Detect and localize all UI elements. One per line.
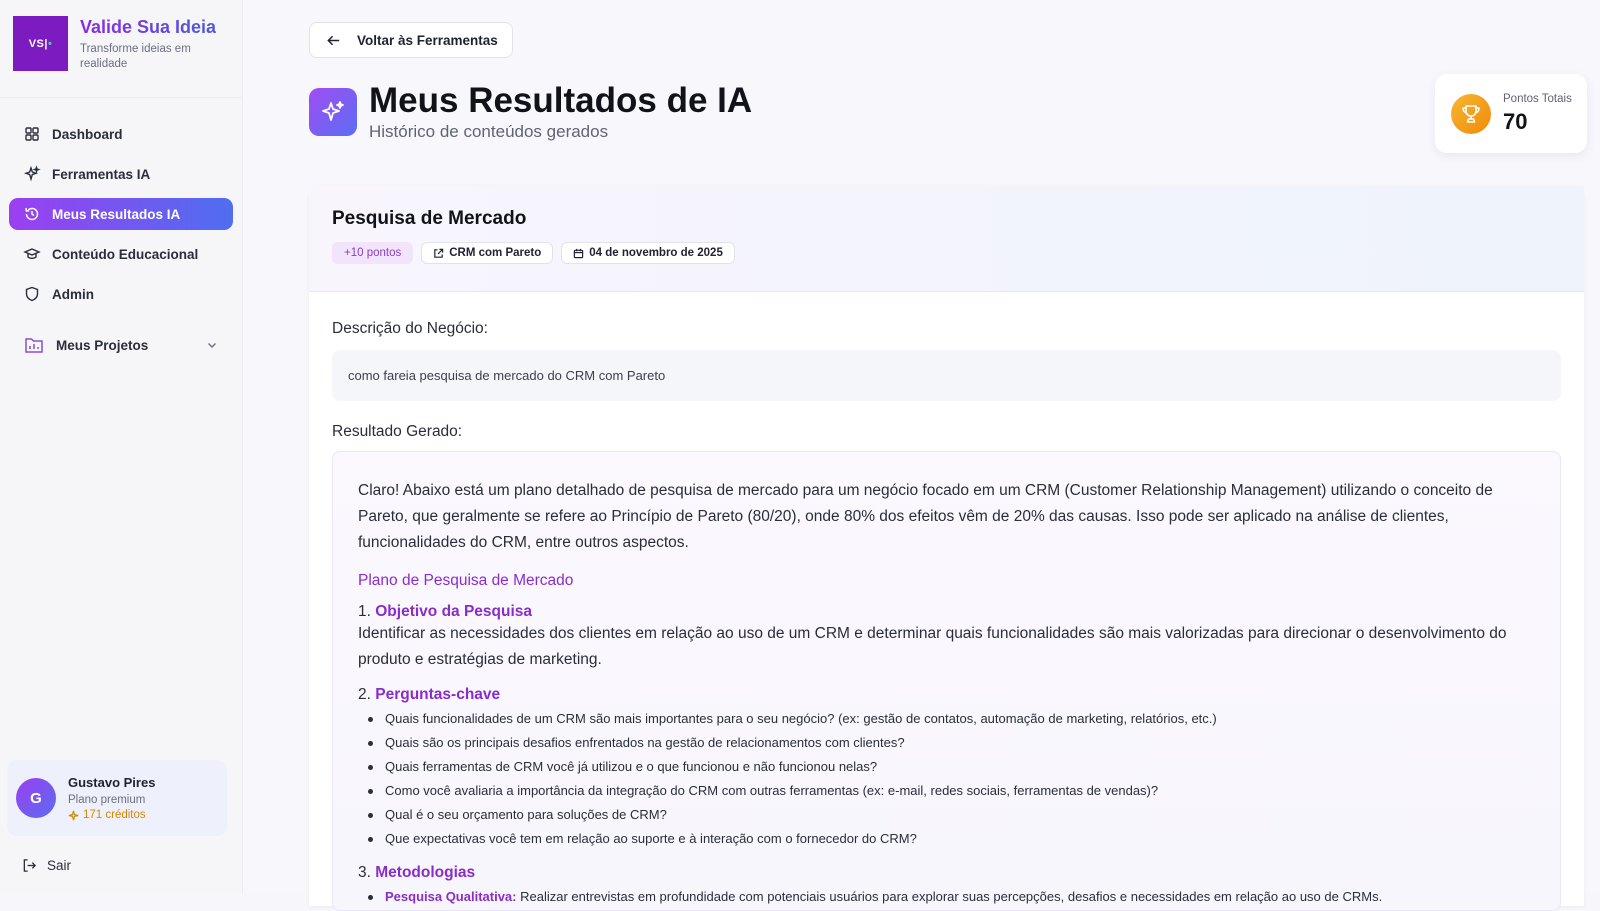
list-item: Quais funcionalidades de um CRM são mais importantes para o seu negócio? (ex: gestão de contatos, automação de marketing, relatórios, etc.)	[358, 707, 1535, 731]
section-title: Perguntas-chave	[375, 686, 501, 703]
sidebar-item-ferramentas[interactable]	[9, 158, 233, 190]
coins-icon	[68, 810, 79, 821]
result-title: Pesquisa de Mercado	[332, 208, 527, 229]
arrow-left-icon	[326, 33, 341, 48]
chevron-down-icon	[206, 339, 218, 351]
date-badge-label: 04 de novembro de 2025	[589, 247, 723, 259]
list-item	[358, 885, 1535, 909]
sidebar-item-label: Conteúdo Educacional	[52, 246, 199, 262]
external-link-icon	[433, 248, 444, 259]
calendar-icon	[573, 248, 584, 259]
brand	[0, 0, 242, 98]
sidebar-nav	[0, 98, 242, 362]
page-title: Meus Resultados de IA	[369, 81, 753, 120]
avatar: G	[16, 778, 56, 818]
points-badge: +10 pontos	[332, 242, 413, 264]
list-item: Quais ferramentas de CRM você já utilizou e o que funcionou e não funcionou nelas?	[358, 755, 1535, 779]
project-badge-label: CRM com Pareto	[449, 247, 542, 259]
page-header	[309, 82, 752, 142]
section-body: Identificar as necessidades dos clientes em relação ao uso de um CRM e determinar quais funcionalidades são mais valorizadas para direcionar o desenvolvimento do produto e estratégias de marketing.	[358, 625, 1507, 668]
points-card	[1435, 74, 1587, 153]
project-badge[interactable]	[421, 242, 553, 264]
user-card[interactable]	[7, 760, 227, 836]
result-card-header	[309, 186, 1584, 292]
section-number: 3.	[358, 864, 371, 881]
description-text: como fareia pesquisa de mercado do CRM com Pareto	[348, 368, 666, 383]
logout-button[interactable]	[22, 858, 71, 873]
description-box	[332, 350, 1561, 401]
user-plan: Plano premium	[68, 794, 146, 806]
sidebar-item-dashboard[interactable]	[9, 118, 233, 150]
page-subtitle: Histórico de conteúdos gerados	[369, 122, 609, 141]
sidebar-item-label: Ferramentas IA	[52, 166, 151, 182]
header-icon	[309, 88, 357, 136]
back-button-label: Voltar às Ferramentas	[357, 32, 498, 48]
user-credits	[68, 809, 155, 821]
description-label: Descrição do Negócio:	[332, 320, 488, 337]
date-badge	[561, 242, 735, 264]
methodologies-list	[358, 885, 1535, 909]
list-item: Que expectativas você tem em relação ao suporte e à interação com o fornecedor do CRM?	[358, 827, 1535, 851]
sparkles-icon	[320, 99, 346, 125]
logo-dot-icon: •	[47, 37, 53, 50]
section-title: Objetivo da Pesquisa	[375, 603, 533, 620]
list-item: Quais são os principais desafios enfrentados na gestão de relacionamentos com clientes?	[358, 731, 1535, 755]
brand-logo[interactable]	[13, 16, 68, 71]
list-item-text: Realizar entrevistas em profundidade com potenciais usuários para explorar suas percepções, desafios e necessidades em relação ao uso de CRMs.	[516, 889, 1383, 904]
sidebar-item-label: Admin	[52, 286, 94, 302]
brand-title[interactable]: Valide Sua Ideia	[80, 17, 217, 37]
sidebar-item-resultados[interactable]	[9, 198, 233, 230]
result-card	[309, 186, 1584, 906]
section-heading	[358, 603, 1535, 621]
sidebar	[0, 0, 243, 894]
grid-icon	[24, 126, 40, 142]
logout-label: Sair	[47, 858, 72, 873]
back-to-tools-button[interactable]	[309, 22, 513, 58]
logout-icon	[22, 858, 37, 873]
list-item-key: Pesquisa Qualitativa:	[385, 889, 517, 904]
graduation-cap-icon	[24, 246, 40, 262]
generated-result-box	[332, 451, 1561, 911]
main-content	[243, 0, 1600, 904]
sidebar-item-educacional[interactable]	[9, 238, 233, 270]
section-title: Metodologias	[375, 864, 476, 881]
credits-value: 171 créditos	[83, 809, 146, 821]
points-value: 70	[1503, 108, 1528, 134]
result-intro: Claro! Abaixo está um plano detalhado de pesquisa de mercado para um negócio focado em um CRM (Customer Relationship Management) utilizando o conceito de Pareto, que geralmente se refere ao Princípio de Pareto (80/20), onde 80% dos efeitos vêm de 20% das causas. Isso pode ser aplicado na análise de clientes, funcionalidades do CRM, entre outros aspectos.	[358, 482, 1493, 551]
sidebar-item-label: Dashboard	[52, 126, 123, 142]
result-card-body	[309, 292, 1584, 911]
projects-label: Meus Projetos	[56, 337, 149, 353]
section-heading	[358, 686, 1535, 704]
list-item: Como você avaliaria a importância da integração do CRM com outras ferramentas (ex: e-mail, redes sociais, ferramentas de vendas)?	[358, 779, 1535, 803]
section-heading	[358, 864, 1535, 882]
brand-subtitle: Transforme ideias em realidade	[80, 43, 191, 70]
points-label: Pontos Totais	[1503, 92, 1572, 105]
section-number: 1.	[358, 603, 371, 620]
section-number: 2.	[358, 686, 371, 703]
folder-icon	[24, 336, 44, 354]
sidebar-projects-toggle[interactable]	[9, 328, 233, 362]
sparkles-icon	[24, 166, 40, 182]
trophy-icon	[1451, 94, 1491, 134]
plan-title: Plano de Pesquisa de Mercado	[358, 572, 574, 589]
sidebar-item-admin[interactable]	[9, 278, 233, 310]
key-questions-list	[358, 707, 1535, 851]
list-item: Qual é o seu orçamento para soluções de CRM?	[358, 803, 1535, 827]
shield-icon	[24, 286, 40, 302]
sidebar-item-label: Meus Resultados IA	[52, 206, 181, 222]
user-name: Gustavo Pires	[68, 775, 156, 790]
generated-label: Resultado Gerado:	[332, 423, 463, 440]
brand-logo-text: VS|	[28, 37, 48, 50]
history-icon	[24, 206, 40, 222]
